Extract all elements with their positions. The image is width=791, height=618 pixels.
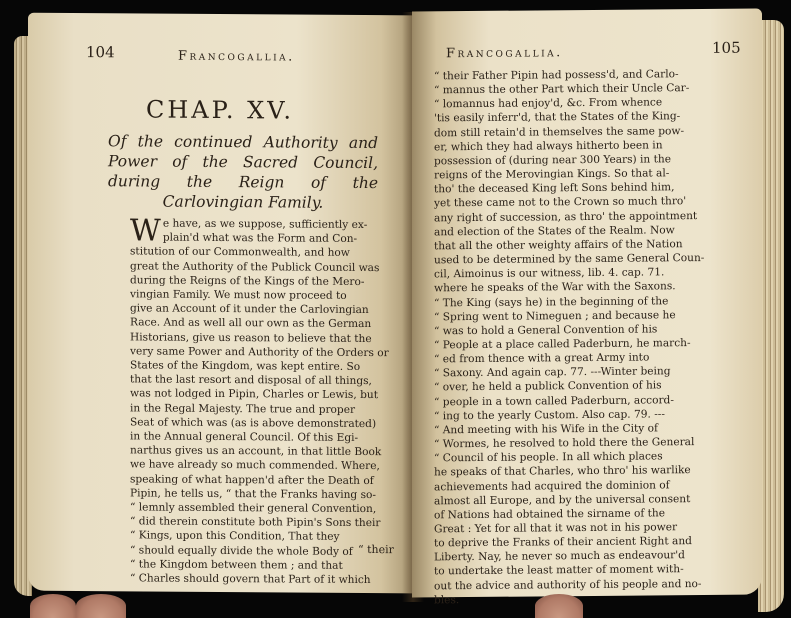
text-line: we have already so much commended. Where, — [130, 458, 380, 473]
left-thumb — [30, 594, 76, 618]
text-line: “ mannus the other Part which their Uncle Car- — [434, 82, 690, 97]
text-line: “ People at a place called Paderburn, he march- — [434, 337, 691, 352]
text-line: yet these came not to the Crown so much thro' — [434, 195, 687, 210]
text-line: “ lomannus had enjoy'd, &c. From whence — [434, 96, 663, 111]
text-line: achievements had acquired the dominion of — [434, 478, 670, 493]
text-line: cil, Aimoinus is our witness, lib. 4. cap. 71. — [434, 266, 665, 281]
text-line: reigns of the Merovingian Kings. So that al- — [434, 167, 670, 182]
text-line: Historians, give us reason to believe that the — [130, 330, 372, 345]
text-line: speaking of what happen'd after the Death of — [130, 473, 374, 487]
right-thumb — [535, 594, 583, 618]
text-line: States of the Kingdom, was kept entire. So — [130, 359, 361, 374]
text-line: very same Power and Authority of the Orders or — [130, 345, 389, 360]
text-line: great the Authority of the Publick Council was — [130, 259, 380, 274]
text-line: was not lodged in Pipin, Charles or Lewis, but — [130, 387, 378, 402]
text-line: he speaks of that Charles, who thro' his warlike — [434, 464, 691, 479]
right-page-body — [434, 67, 746, 608]
text-line: “ Council of his people. In all which places — [434, 450, 663, 465]
text-line: where he speaks of the War with the Saxons. — [434, 280, 676, 295]
text-line: that all the other weighty affairs of the Nation — [434, 238, 683, 253]
text-line: Race. And as well all our own as the German — [130, 316, 372, 331]
text-line: dom still retain'd in themselves the same pow- — [434, 124, 685, 139]
text-line: “ over, he held a publick Convention of his — [434, 379, 662, 394]
text-line: “ Kings, upon this Condition, That they — [130, 529, 340, 544]
text-line: “ ing to the yearly Custom. Also cap. 79. --- — [434, 408, 665, 423]
text-line: to deprive the Franks of their ancient Right and — [434, 535, 692, 550]
text-line: give an Account of it under the Carlovingian — [130, 302, 369, 317]
text-line: any right of succession, as thro' the appointment — [434, 209, 698, 224]
page-number-left: 104 — [86, 43, 115, 62]
text-line: “ And meeting with his Wife in the City of — [434, 422, 658, 437]
page-number-right: 105 — [712, 38, 741, 57]
left-finger — [76, 594, 126, 618]
text-line: Great : Yet for all that it was not in his power — [434, 521, 678, 536]
text-line: Pipin, he tells us, “ that the Franks having so- — [130, 487, 376, 501]
text-line: possession of (during near 300 Years) in the — [434, 153, 671, 168]
catchword: “ their — [358, 542, 394, 557]
text-line: used to be determined by the same General Coun- — [434, 252, 705, 267]
text-line: that the last resort and disposal of all things, — [130, 373, 372, 388]
running-head-left: Francogallia. — [178, 48, 295, 65]
text-line: vingian Family. We must now proceed to — [130, 288, 347, 302]
text-line: “ Spring went to Nimeguen ; and because he — [434, 308, 676, 323]
text-line: Liberty. Nay, he never so much as endeavour'd — [434, 549, 685, 564]
text-line: and election of the States of the Realm. Now — [434, 223, 675, 239]
text-line: “ did therein constitute both Pipin's Sons their — [130, 515, 381, 530]
text-line: stitution of our Commonwealth, and how — [130, 245, 350, 260]
text-line: out the advice and authority of his people and no- — [434, 577, 702, 592]
text-line: er, which they had always hitherto been in — [434, 139, 663, 154]
text-line: “ Charles should govern that Part of it which — [130, 572, 371, 587]
left-page — [28, 13, 412, 594]
text-line: “ Wormes, he resolved to hold there the General — [434, 436, 695, 451]
text-line: “ Saxony. And again cap. 77. ---Winter being — [434, 365, 671, 380]
chapter-heading: CHAP. XV. — [145, 95, 295, 125]
text-line: in the Regal Majesty. The true and proper — [130, 402, 356, 416]
text-line: “ ed from thence with a great Army into — [434, 351, 650, 366]
left-page-body — [130, 213, 394, 587]
text-line: plain'd what was the Form and Con- — [162, 231, 358, 246]
text-line: “ their Father Pipin had possess'd, and Carlo- — [434, 68, 679, 83]
text-line: “ was to hold a General Convention of his — [434, 323, 658, 338]
text-line: almost all Europe, and by the universal consent — [434, 492, 691, 508]
text-line: in the Annual general Council. Of this Egi- — [130, 430, 359, 445]
right-page — [412, 8, 762, 607]
text-line: “ The King (says he) in the beginning of the — [434, 294, 669, 309]
text-line: “ lemnly assembled their general Convention, — [130, 501, 377, 516]
text-line: to undertake the least matter of moment with- — [434, 563, 684, 578]
text-line: e have, as we suppose, sufficiently ex- — [162, 217, 368, 232]
text-line: narthus gives us an account, in that little Book — [130, 444, 382, 459]
text-line: “ the Kingdom between them ; and that — [130, 558, 343, 572]
text-line: of Nations had obtained the sirname of the — [434, 507, 665, 522]
text-line: during the Reigns of the Kings of the Mero- — [130, 274, 365, 288]
text-line: Seat of which was (as is above demonstrated) — [130, 416, 377, 430]
text-line: “ should equally divide the whole Body of — [130, 544, 353, 558]
drop-cap: W — [130, 213, 161, 249]
text-line: 'tis easily inferr'd, that the States of the King- — [434, 110, 681, 125]
running-head-right: Francogallia. — [446, 45, 563, 62]
text-line: “ people in a town called Paderburn, accord- — [434, 393, 674, 408]
text-line: bles. — [434, 593, 460, 607]
open-book — [14, 6, 784, 612]
text-line: tho' the deceased King left Sons behind him, — [434, 181, 675, 196]
chapter-subtitle: Of the continued Authority and Power of the Sacred Council, during the Reign of the Carlovingian Family. — [108, 132, 378, 212]
